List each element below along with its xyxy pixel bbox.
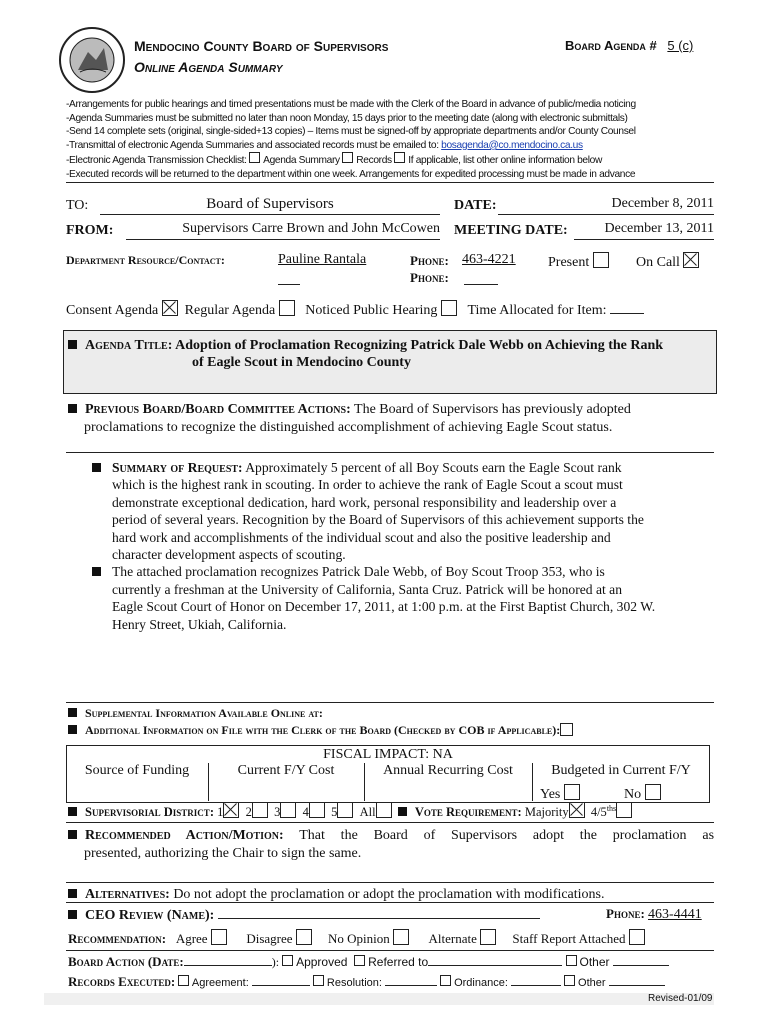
date-label: DATE: xyxy=(454,198,497,213)
county-seal xyxy=(58,26,126,94)
supplemental-info: Supplemental Information Available Online at: xyxy=(68,706,323,721)
bullet-icon xyxy=(68,830,77,839)
board-action-date-blank xyxy=(184,955,272,966)
other-action-checkbox[interactable] xyxy=(566,955,577,966)
page-subtitle: Online Agenda Summary xyxy=(134,59,283,75)
divider xyxy=(66,950,714,951)
ordinance-blank xyxy=(511,976,561,986)
bullet-icon xyxy=(68,910,77,919)
to-value: Board of Supervisors xyxy=(100,196,440,215)
recommended-action: Recommended Action/Motion: That the Board of Supervisors adopt the proclamation as presented, authorizing the Chair to sign the same. xyxy=(68,827,714,863)
divider xyxy=(66,902,714,903)
table-divider xyxy=(208,763,209,801)
table-divider xyxy=(532,763,533,801)
regular-checkbox[interactable] xyxy=(279,300,295,316)
majority-checkbox[interactable] xyxy=(569,802,585,818)
board-action: Board Action (Date: ): Approved Referred to Other xyxy=(68,954,669,970)
instruction-line: -Transmittal of electronic Agenda Summaries and associated records must be emailed to: bosagenda@co.mendocino.ca.us xyxy=(66,139,583,151)
previous-actions-line2: proclamations to recognize the distinguished accomplishment of achieving Eagle Scout status. xyxy=(84,420,613,435)
oncall-option: On Call xyxy=(636,252,699,271)
instruction-line: -Arrangements for public hearings and timed presentations must be made with the Clerk of the Board in advance of public/media noticing xyxy=(66,99,636,110)
alternate-checkbox[interactable] xyxy=(480,929,496,945)
other-record-blank xyxy=(609,976,665,986)
fiscal-col-budgeted: Budgeted in Current F/Y xyxy=(551,763,691,778)
divider xyxy=(66,452,714,453)
other-action-blank xyxy=(613,955,669,966)
cob-checkbox[interactable] xyxy=(560,723,573,736)
fiscal-col-current: Current F/Y Cost xyxy=(237,763,335,778)
from-label: FROM: xyxy=(66,223,114,238)
four-fifths-checkbox[interactable] xyxy=(616,802,632,818)
to-field: TO: xyxy=(66,198,89,213)
ceo-recommendation: Recommendation: Agree Disagree No Opinion Alternate Staff Report Attached xyxy=(68,929,645,947)
budgeted-yes: Yes xyxy=(540,784,580,803)
revised-date: Revised-01/09 xyxy=(648,993,713,1004)
bullet-icon xyxy=(68,725,77,734)
ceo-phone: Phone: 463-4441 xyxy=(606,906,702,922)
referred-blank xyxy=(428,955,562,966)
agenda-title-line2: of Eagle Scout in Mendocino County xyxy=(192,355,411,370)
footer-bar xyxy=(44,993,714,1005)
divider xyxy=(66,882,714,883)
bullet-icon xyxy=(68,404,77,413)
alternatives: Alternatives: Do not adopt the proclamation or adopt the proclamation with modifications. xyxy=(68,887,605,903)
bullet-icon xyxy=(68,889,77,898)
meeting-date-value: December 13, 2011 xyxy=(574,221,714,240)
phone2-label: Phone: xyxy=(410,270,449,285)
divider xyxy=(66,702,714,703)
no-opinion-checkbox[interactable] xyxy=(393,929,409,945)
district-2-checkbox[interactable] xyxy=(252,802,268,818)
bullet-icon xyxy=(92,567,101,576)
table-divider xyxy=(364,763,365,801)
instruction-line: -Executed records will be returned to the department within one week. Arrangements for expedited processing must be made in advance xyxy=(66,168,636,180)
time-blank xyxy=(610,301,644,314)
contact-value: Pauline Rantala xyxy=(278,252,367,267)
contact-blank xyxy=(278,272,300,285)
resolution-blank xyxy=(385,976,437,986)
checklist-online-checkbox[interactable] xyxy=(394,152,405,163)
oncall-checkbox[interactable] xyxy=(683,252,699,268)
district-1-checkbox[interactable] xyxy=(223,802,239,818)
district-4-checkbox[interactable] xyxy=(309,802,325,818)
meeting-date-label: MEETING DATE: xyxy=(454,223,568,238)
instruction-line: -Send 14 complete sets (original, single-sided+13 copies) – Items must be signed-off by appropriate departments and/or County Counsel xyxy=(66,126,636,138)
ceo-review: CEO Review (Name): xyxy=(68,906,540,924)
bullet-icon xyxy=(68,340,77,349)
bullet-icon xyxy=(68,807,77,816)
phone-value: 463-4221 xyxy=(462,252,516,267)
agenda-title: Agenda Title: Adoption of Proclamation Recognizing Patrick Dale Webb on Achieving the Rank xyxy=(68,338,663,354)
agreement-blank xyxy=(252,976,310,986)
resolution-checkbox[interactable] xyxy=(313,975,324,986)
present-checkbox[interactable] xyxy=(593,252,609,268)
budgeted-no-checkbox[interactable] xyxy=(645,784,661,800)
email-link[interactable]: bosagenda@co.mendocino.ca.us xyxy=(441,139,583,151)
checklist-agenda-checkbox[interactable] xyxy=(249,152,260,163)
bullet-icon xyxy=(68,708,77,717)
staff-report-checkbox[interactable] xyxy=(629,929,645,945)
budgeted-no: No xyxy=(624,784,661,803)
instruction-line: -Agenda Summaries must be submitted no later than noon Monday, 15 days prior to the meeting date (along with electronic submittals) xyxy=(66,112,628,124)
approved-checkbox[interactable] xyxy=(282,955,293,966)
agenda-number: Board Agenda # 5 (c) xyxy=(565,38,694,53)
records-executed: Records Executed: Agreement: Resolution: Ordinance: Other xyxy=(68,974,665,990)
previous-actions: Previous Board/Board Committee Actions: The Board of Supervisors has previously adopted xyxy=(68,402,631,418)
agreement-checkbox[interactable] xyxy=(178,975,189,986)
district-3-checkbox[interactable] xyxy=(280,802,296,818)
contact-label: Department Resource/Contact: xyxy=(66,253,225,267)
noticed-checkbox[interactable] xyxy=(441,300,457,316)
bullet-icon xyxy=(92,463,101,472)
present-option: Present xyxy=(548,252,609,271)
page-title: Mendocino County Board of Supervisors xyxy=(134,38,389,54)
other-record-checkbox[interactable] xyxy=(564,975,575,986)
additional-info: Additional Information on File with the Clerk of the Board (Checked by COB if Applicable): xyxy=(68,723,573,738)
budgeted-yes-checkbox[interactable] xyxy=(564,784,580,800)
supervisorial-district: Supervisorial District: 1 2 3 4 5 All Vote Requirement: Majority $4/5^{ths}$ xyxy=(68,802,632,820)
district-all-checkbox[interactable] xyxy=(376,802,392,818)
referred-checkbox[interactable] xyxy=(354,955,365,966)
agenda-type-row: Consent Agenda Regular Agenda Noticed Public Hearing Time Allocated for Item: xyxy=(66,300,644,319)
instructions xyxy=(66,98,726,182)
consent-checkbox[interactable] xyxy=(162,300,178,316)
phone-label: Phone: xyxy=(410,253,449,268)
agree-checkbox[interactable] xyxy=(211,929,227,945)
phone2-blank xyxy=(464,272,498,285)
fiscal-impact-title: FISCAL IMPACT: NA xyxy=(323,747,453,762)
date-value: December 8, 2011 xyxy=(498,196,714,215)
fiscal-col-source: Source of Funding xyxy=(84,763,190,778)
divider xyxy=(66,822,714,823)
ceo-name-blank xyxy=(218,906,540,919)
checklist-records-checkbox[interactable] xyxy=(342,152,353,163)
from-value: Supervisors Carre Brown and John McCowen xyxy=(126,221,440,240)
ordinance-checkbox[interactable] xyxy=(440,975,451,986)
district-5-checkbox[interactable] xyxy=(337,802,353,818)
bullet-icon xyxy=(398,807,407,816)
divider xyxy=(66,182,714,183)
disagree-checkbox[interactable] xyxy=(296,929,312,945)
instruction-line: -Electronic Agenda Transmission Checklist: Agenda Summary Records If applicable, list other online information below xyxy=(66,152,726,168)
fiscal-col-annual: Annual Recurring Cost xyxy=(383,763,513,778)
summary-of-request: Summary of Request: Approximately 5 percent of all Boy Scouts earn the Eagle Scout rank which is the highest rank in scouting. In order to achieve the rank of Eagle Scout a scout must demonstrate exceptional dedication, hard work, personal responsibility and leadership over a period of several years. Recognition by the Board of Supervisors of this achievement supports the hard work and accomplishments of the individual scout and also the positive leadership and character development aspects of scouting. The attached proclamation recognizes Patrick Dale Webb, of Boy Scout Troop 353, who is currently a freshman at the University of California, Santa Cruz. Patrick will be honored at an Eagle Scout Court of Honor on December 17, 2011, at 1:00 p.m. at the First Baptist Church, 302 W. Henry Street, Ukiah, California. xyxy=(92,459,714,633)
